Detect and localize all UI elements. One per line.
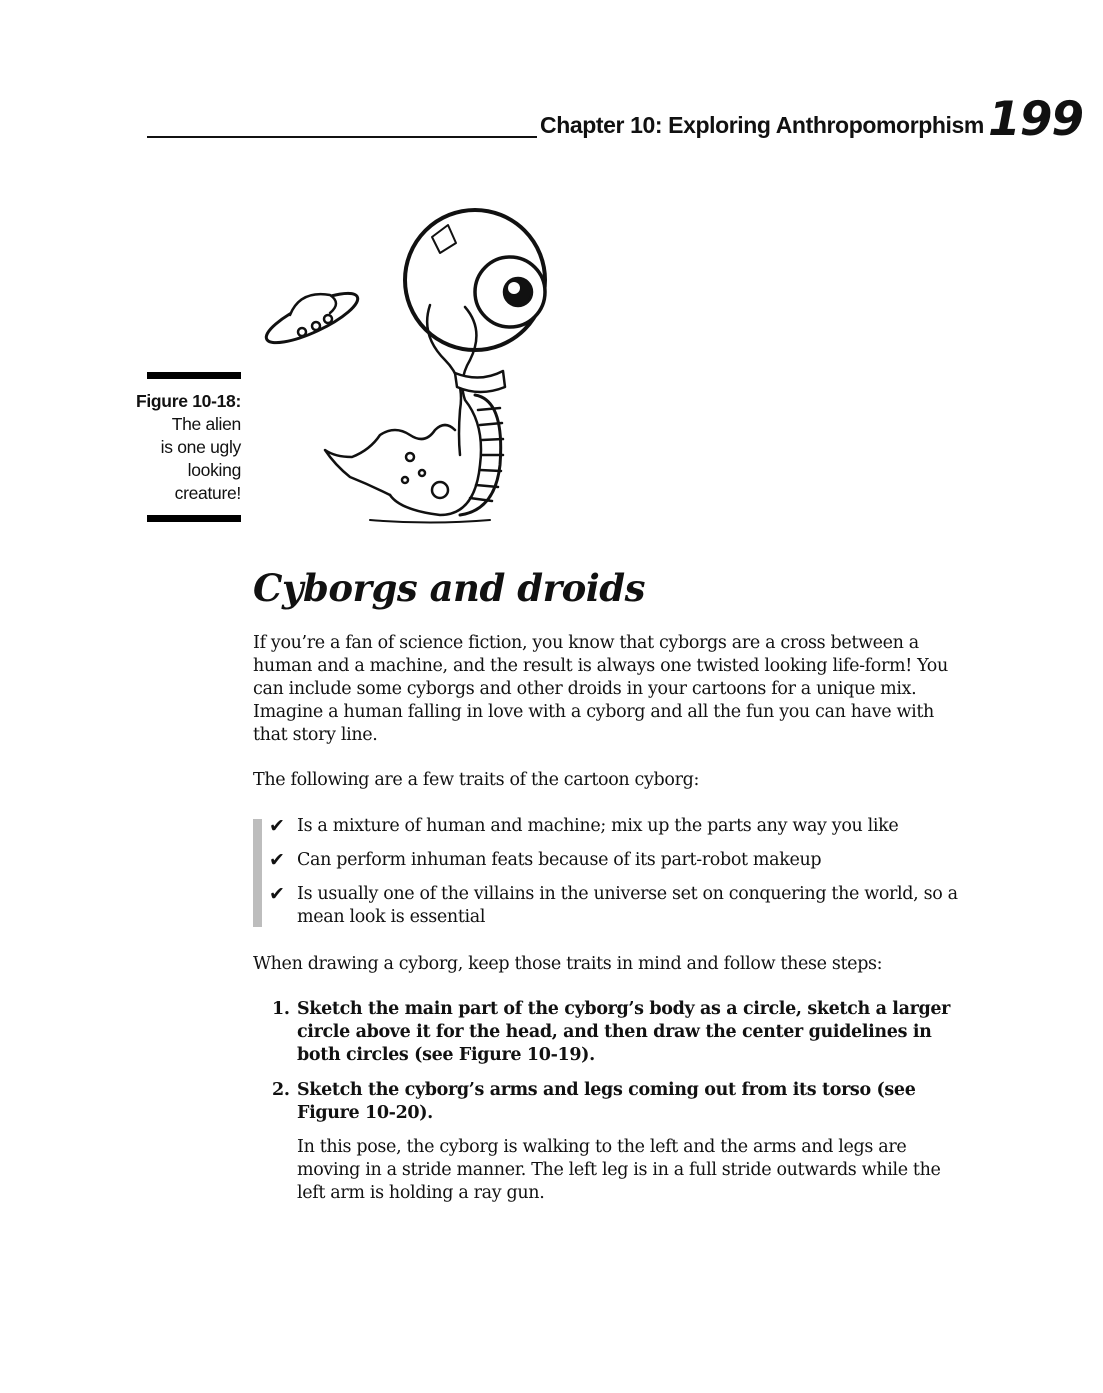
figure-label: Figure 10-18:	[135, 391, 241, 411]
alien-body	[325, 210, 545, 523]
chapter-title: Chapter 10: Exploring Anthropomorphism	[540, 112, 984, 138]
step-number: 1.	[272, 999, 290, 1019]
list-item-text: Is usually one of the villains in the universe set on conquering the world, so a mean look is essential	[297, 884, 958, 927]
figure-caption-line: The alien	[171, 414, 241, 434]
check-mark-icon: ✔	[269, 883, 285, 905]
step-detail: In this pose, the cyborg is walking to the left and the arms and legs are moving in a stride manner. The left leg is in a full stride outwards while the left arm is holding a ray gun.	[297, 1137, 941, 1203]
check-mark-icon: ✔	[269, 815, 285, 837]
check-mark-icon: ✔	[269, 849, 285, 871]
step-item	[253, 1079, 953, 1205]
figure-caption-bottom-bar	[147, 515, 241, 522]
figure-caption-line: is one ugly	[160, 437, 241, 457]
list-item-text: Can perform inhuman feats because of its part-robot makeup	[297, 850, 822, 870]
steps-intro: When drawing a cyborg, keep those traits in mind and follow these steps:	[253, 954, 883, 974]
figure-caption-top-bar	[147, 372, 241, 379]
steps-list	[253, 998, 953, 1205]
section-heading: Cyborgs and droids	[253, 566, 646, 610]
figure-caption-line: creature!	[174, 483, 241, 503]
list-item	[253, 815, 963, 838]
traits-list	[253, 815, 963, 940]
traits-intro: The following are a few traits of the cartoon cyborg:	[253, 770, 699, 790]
figure-caption-line: looking	[187, 460, 241, 480]
step-title: Sketch the cyborg’s arms and legs coming out from its torso (see Figure 10-20).	[297, 1080, 916, 1123]
list-item-text: Is a mixture of human and machine; mix up the parts any way you like	[297, 816, 899, 836]
intro-paragraph: If you’re a fan of science fiction, you know that cyborgs are a cross between a human and a machine, and the result is always one twisted looking life-form! You can include some cyborgs and other droids in your cartoons for a unique mix. Imagine a human falling in love with a cyborg and all the fun you can have with that story line.	[253, 633, 948, 745]
alien-illustration	[260, 195, 560, 535]
flying-saucer-icon	[261, 284, 363, 352]
header-rule	[147, 136, 537, 138]
figure-caption	[120, 390, 241, 505]
step-item	[253, 998, 953, 1067]
page-number: 199	[988, 92, 1084, 147]
list-item	[253, 849, 963, 872]
step-number: 2.	[272, 1080, 290, 1100]
list-item	[253, 883, 963, 929]
step-title: Sketch the main part of the cyborg’s body as a circle, sketch a larger circle above it for the head, and then draw the center guidelines in both circles (see Figure 10-19).	[297, 999, 950, 1065]
